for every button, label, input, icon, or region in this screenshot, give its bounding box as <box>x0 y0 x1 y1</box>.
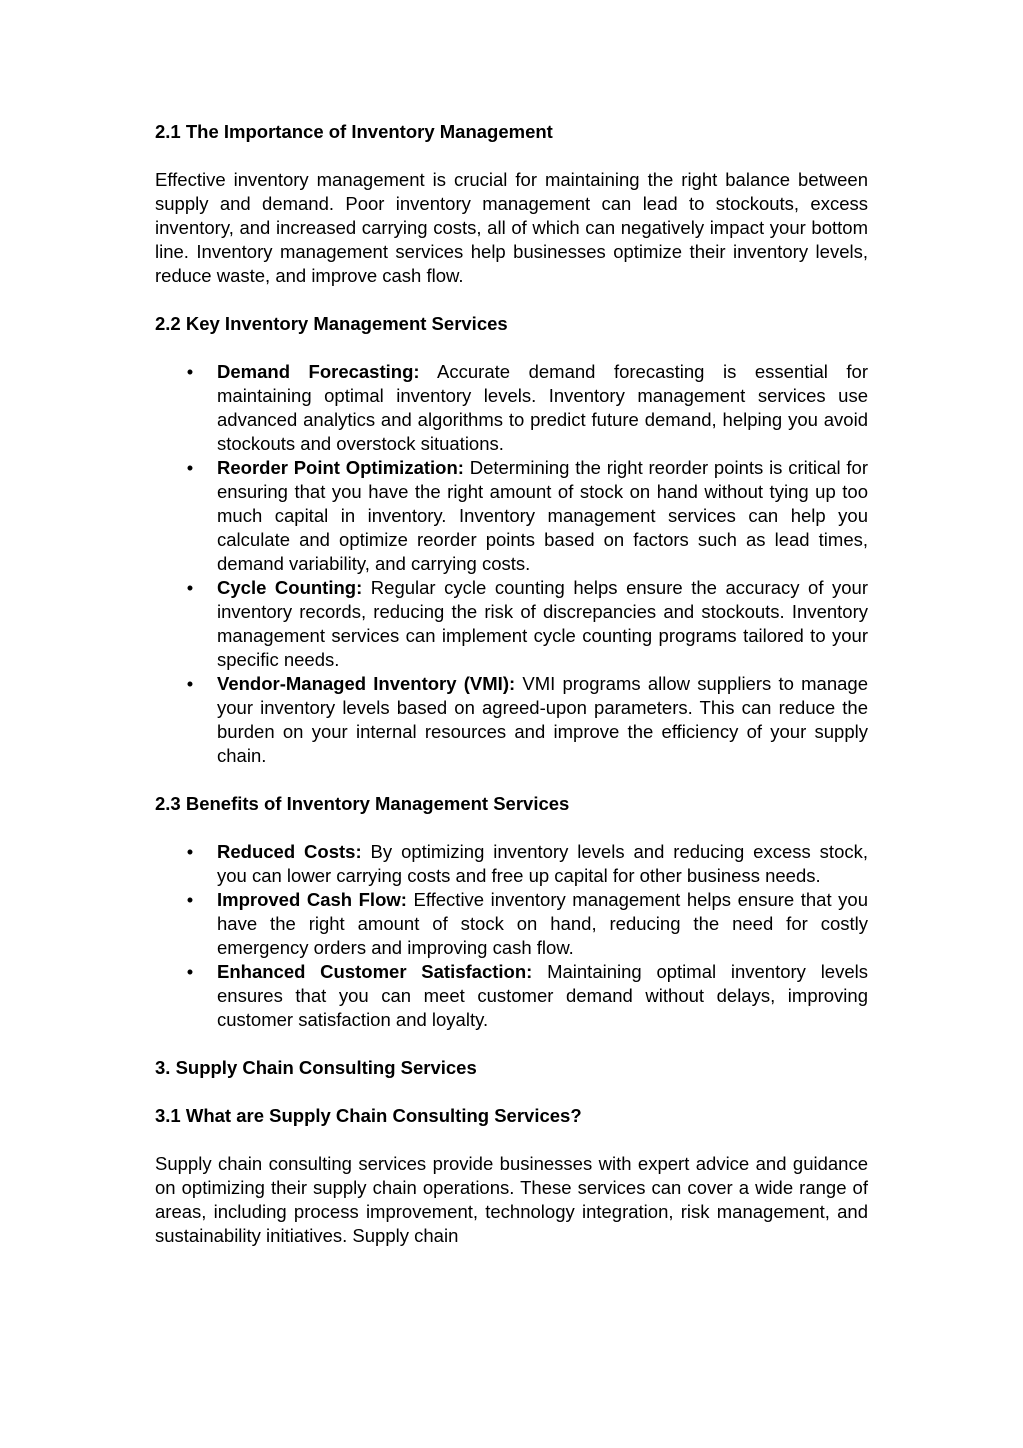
section-paragraph-2-1: Effective inventory management is crucial for maintaining the right balance between supply and demand. Poor inventory management can lead to stockouts, excess inventory, and increased carrying costs, all of which can negatively impact your bottom line. Inventory management services help businesses optimize their inventory levels, reduce waste, and improve cash flow. <box>155 169 868 286</box>
key-services-list <box>155 360 868 768</box>
section-heading-2-3: 2.3 Benefits of Inventory Management Services <box>155 793 570 814</box>
list-item-term: Reorder Point Optimization: <box>217 457 464 478</box>
list-item-term: Enhanced Customer Satisfaction: <box>217 961 533 982</box>
section-heading-3: 3. Supply Chain Consulting Services <box>155 1057 477 1078</box>
list-item-term: Improved Cash Flow: <box>217 889 407 910</box>
list-item-vmi <box>155 672 868 768</box>
list-item-cycle-counting <box>155 576 868 672</box>
list-item-text: Effective inventory management helps ensure that you have the right amount of stock on hand, reducing the need for costly emergency orders and improving cash flow. <box>217 889 868 958</box>
list-item-text: Determining the right reorder points is critical for ensuring that you have the right amount of stock on hand without tying up too much capital in inventory. Inventory management services can help you calculate and optimize reorder points based on factors such as lead times, demand variability, and carrying costs. <box>217 457 869 574</box>
list-item-demand-forecasting <box>155 360 868 456</box>
list-item-text: Accurate demand forecasting is essential for maintaining optimal inventory levels. Inventory management services use advanced analytics and algorithms to predict future demand, helping you avoid stockouts and overstock situations. <box>217 361 869 454</box>
list-item-reorder-point <box>155 456 868 576</box>
list-item-text: Regular cycle counting helps ensure the accuracy of your inventory records, reducing the risk of discrepancies and stockouts. Inventory management services can implement cycle counting programs tailored to your specific needs. <box>217 577 868 670</box>
section-heading-2-2: 2.2 Key Inventory Management Services <box>155 313 508 334</box>
bullet-icon: • <box>186 361 194 382</box>
bullet-icon: • <box>186 889 194 910</box>
list-item-term: Reduced Costs: <box>217 841 362 862</box>
bullet-icon: • <box>186 577 194 598</box>
list-item-term: Demand Forecasting: <box>217 361 420 382</box>
list-item-term: Vendor-Managed Inventory (VMI): <box>217 673 516 694</box>
list-item-term: Cycle Counting: <box>217 577 363 598</box>
section-heading-3-1: 3.1 What are Supply Chain Consulting Services? <box>155 1105 582 1126</box>
bullet-icon: • <box>186 961 194 982</box>
benefits-list <box>155 840 868 1032</box>
list-item-customer-satisfaction <box>155 960 868 1032</box>
list-item-text: Maintaining optimal inventory levels ensures that you can meet customer demand without delays, improving customer satisfaction and loyalty. <box>217 961 868 1030</box>
list-item-improved-cash-flow <box>155 888 868 960</box>
list-item-text: By optimizing inventory levels and reducing excess stock, you can lower carrying costs and free up capital for other business needs. <box>217 841 869 886</box>
section-heading-2-1: 2.1 The Importance of Inventory Management <box>155 121 553 142</box>
bullet-icon: • <box>186 673 194 694</box>
section-paragraph-3-1: Supply chain consulting services provide businesses with expert advice and guidance on optimizing their supply chain operations. These services can cover a wide range of areas, including process improvement, technology integration, risk management, and sustainability initiatives. Supply chain <box>155 1153 868 1246</box>
list-item-reduced-costs <box>155 840 868 888</box>
bullet-icon: • <box>186 841 194 862</box>
document-page <box>155 120 868 1248</box>
list-item-text: VMI programs allow suppliers to manage your inventory levels based on agreed-upon parameters. This can reduce the burden on your internal resources and improve the efficiency of your supply chain. <box>217 673 868 766</box>
bullet-icon: • <box>186 457 194 478</box>
